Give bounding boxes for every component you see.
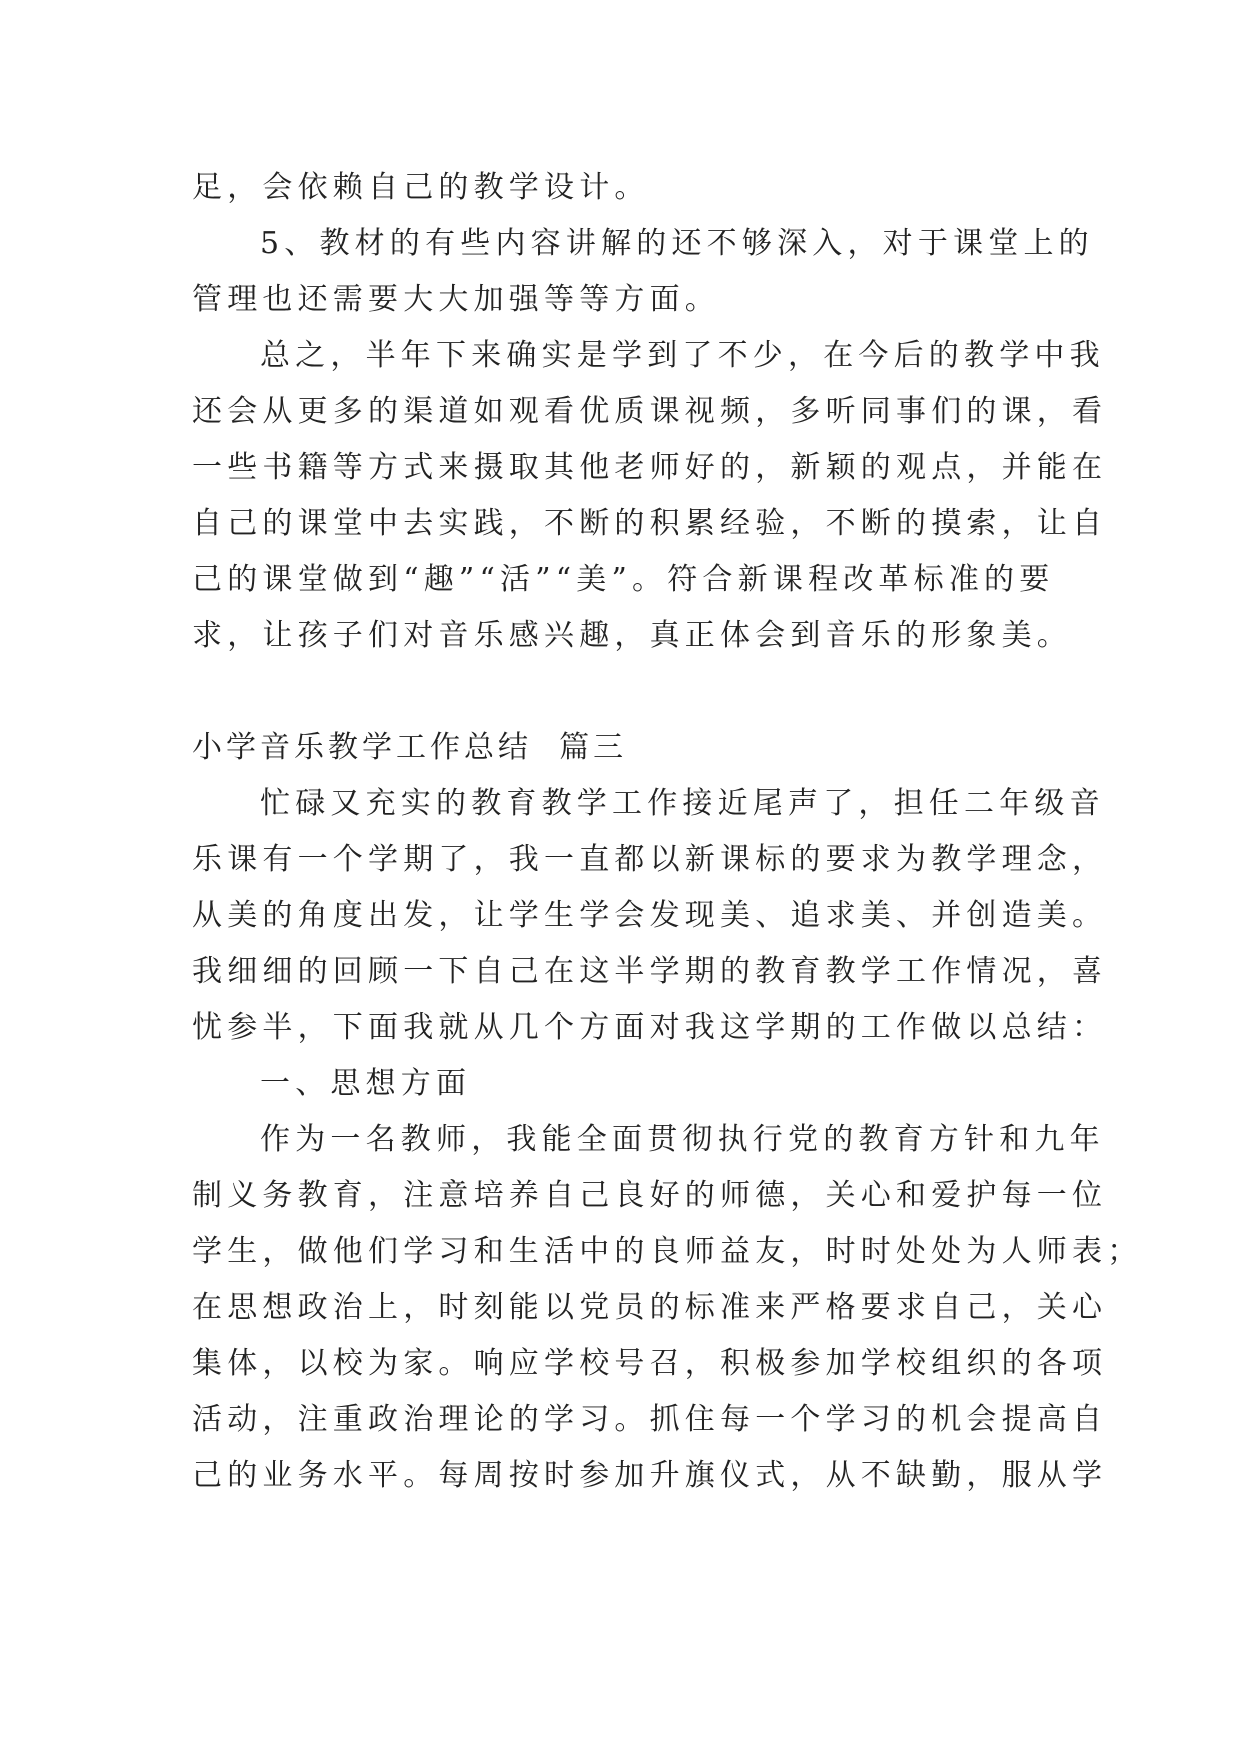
text-line: 忧参半，下面我就从几个方面对我这学期的工作做以总结： [192,1010,1108,1045]
text-line: 足，会依赖自己的教学设计。 [192,170,650,205]
text-line: 作为一名教师，我能全面贯彻执行党的教育方针和九年 [260,1122,1105,1157]
text-line: 集体，以校为家。响应学校号召，积极参加学校组织的各项 [192,1346,1108,1381]
text-line: 我细细的回顾一下自己在这半学期的教育教学工作情况，喜 [192,954,1108,989]
text-line: 从美的角度出发，让学生学会发现美、追求美、并创造美。 [192,898,1108,933]
subheading: 一、思想方面 [260,1066,472,1101]
paragraph-spacer [192,664,1052,720]
text-line: 活动，注重政治理论的学习。抓住每一个学习的机会提高自 [192,1402,1108,1437]
text-line: 自己的课堂中去实践，不断的积累经验，不断的摸索，让自 [192,506,1108,541]
text-line: 己的课堂做到“趣”“活”“美”。符合新课程改革标准的要 [192,562,1055,597]
text-line: 忙碌又充实的教育教学工作接近尾声了，担任二年级音 [260,786,1105,821]
text-line: 总之，半年下来确实是学到了不少，在今后的教学中我 [260,338,1105,373]
text-line: 制义务教育，注意培养自己良好的师德，关心和爱护每一位 [192,1178,1108,1213]
summary-paragraph [192,328,1108,664]
text-line: 学生，做他们学习和生活中的良师益友，时时处处为人师表； [192,1234,1143,1269]
thought-paragraph [192,1112,1143,1504]
document-page [192,160,1143,1504]
text-line: 管理也还需要大大加强等等方面。 [192,282,720,317]
text-line: 在思想政治上，时刻能以党员的标准来严格要求自己，关心 [192,1290,1108,1325]
paragraph-tail [192,160,1052,216]
text-line: 求，让孩子们对音乐感兴趣，真正体会到音乐的形象美。 [192,618,1072,653]
section-title: 小学音乐教学工作总结 篇三 [192,730,628,765]
intro-paragraph [192,776,1108,1056]
text-line: 一些书籍等方式来摄取其他老师好的，新颖的观点，并能在 [192,450,1108,485]
text-line: 5、教材的有些内容讲解的还不够深入，对于课堂上的 [260,226,1094,261]
item-5-paragraph [192,216,1094,328]
text-line: 乐课有一个学期了，我一直都以新课标的要求为教学理念， [192,842,1108,877]
text-line: 还会从更多的渠道如观看优质课视频，多听同事们的课，看 [192,394,1108,429]
text-line: 己的业务水平。每周按时参加升旗仪式，从不缺勤，服从学 [192,1458,1108,1493]
